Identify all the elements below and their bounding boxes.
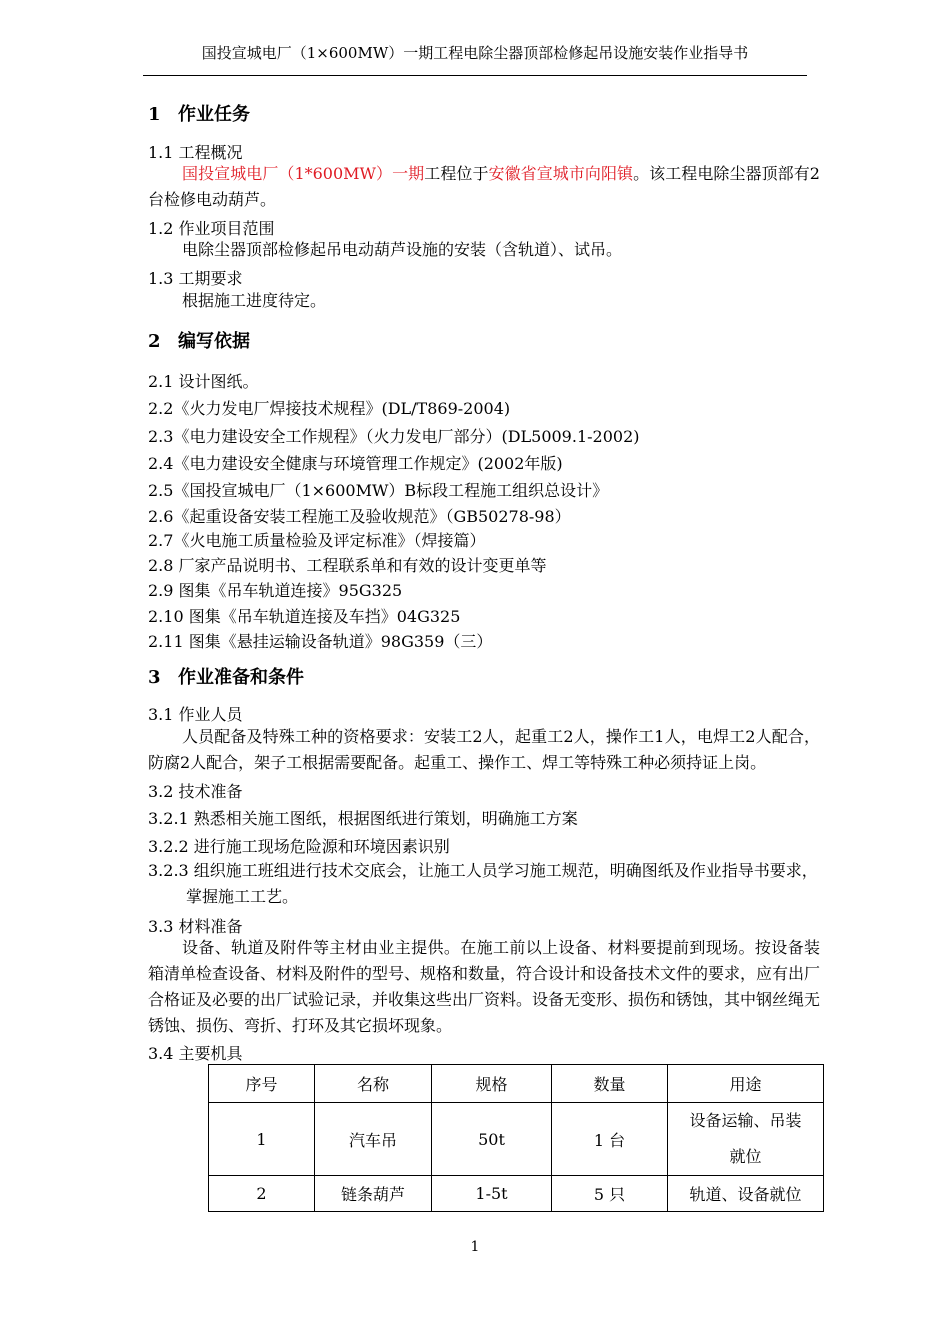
section-number: 1 bbox=[148, 104, 161, 125]
s321-item: 3.2.1 熟悉相关施工图纸，根据图纸进行策划，明确施工方案 bbox=[148, 809, 578, 828]
s34-heading: 3.4 主要机具 bbox=[148, 1044, 243, 1063]
s11-heading: 1.1 工程概况 bbox=[148, 143, 243, 162]
table-cell: 50t bbox=[432, 1103, 552, 1176]
table-cell: 1-5t bbox=[432, 1176, 552, 1212]
s32-heading: 3.2 技术准备 bbox=[148, 782, 243, 801]
table-cell: 设备运输、吊装就位 bbox=[668, 1103, 824, 1176]
s13-heading: 1.3 工期要求 bbox=[148, 269, 243, 288]
reference-item: 2.4《电力建设安全健康与环境管理工作规定》(2002年版) bbox=[148, 454, 563, 473]
table-cell: 5 只 bbox=[552, 1176, 668, 1212]
reference-item: 2.6《起重设备安装工程施工及验收规范》（GB50278-98） bbox=[148, 507, 571, 526]
s33-body: 设备、轨道及附件等主材由业主提供。在施工前以上设备、材料要提前到现场。按设备装箱清单检查设备、材料及附件的型号、规格和数量，符合设计和设备技术文件的要求，应有出厂合格证及必要的出厂试验记录，并收集这些出厂资料。设备无变形、损伤和锈蚀，其中钢丝绳无锈蚀、损伤、弯折、打环及其它损坏现象。 bbox=[148, 938, 821, 1035]
reference-item: 2.11 图集《悬挂运输设备轨道》98G359（三） bbox=[148, 632, 493, 651]
equipment-table bbox=[208, 1064, 824, 1212]
table-header-row bbox=[209, 1065, 824, 1103]
table-cell: 轨道、设备就位 bbox=[668, 1176, 824, 1212]
table-row bbox=[209, 1176, 824, 1212]
table-cell: 1 台 bbox=[552, 1103, 668, 1176]
table-cell: 汽车吊 bbox=[315, 1103, 432, 1176]
reference-item: 2.10 图集《吊车轨道连接及车挡》04G325 bbox=[148, 607, 461, 626]
reference-item: 2.3《电力建设安全工作规程》（火力发电厂部分）(DL5009.1-2002) bbox=[148, 427, 640, 446]
table-header-cell: 名称 bbox=[315, 1065, 432, 1103]
s11-mid: 工程位于 bbox=[424, 164, 489, 183]
table-header-cell: 用途 bbox=[668, 1065, 824, 1103]
s31-body: 人员配备及特殊工种的资格要求：安装工2人，起重工2人，操作工1人，电焊工2人配合，防腐2人配合，架子工根据需要配备。起重工、操作工、焊工等特殊工种必须持证上岗。 bbox=[148, 727, 820, 772]
s11-rest: 。该工程电除尘器顶部有2台检修电动葫芦。 bbox=[148, 164, 820, 209]
table-header-cell: 序号 bbox=[209, 1065, 315, 1103]
reference-item: 2.8 厂家产品说明书、工程联系单和有效的设计变更单等 bbox=[148, 556, 547, 575]
page-number: 1 bbox=[470, 1239, 480, 1255]
s12-heading: 1.2 作业项目范围 bbox=[148, 219, 275, 238]
reference-item: 2.1 设计图纸。 bbox=[148, 372, 259, 391]
s13-body: 根据施工进度待定。 bbox=[182, 291, 327, 310]
section-title: 作业准备和条件 bbox=[178, 667, 304, 688]
project-location: 安徽省宣城市向阳镇 bbox=[488, 164, 634, 183]
table-cell: 2 bbox=[209, 1176, 315, 1212]
section-2-heading bbox=[148, 327, 820, 353]
section-title: 编写依据 bbox=[178, 331, 250, 352]
table-cell: 1 bbox=[209, 1103, 315, 1176]
section-title: 作业任务 bbox=[178, 104, 250, 125]
s31-heading: 3.1 作业人员 bbox=[148, 705, 243, 724]
page-header: 国投宣城电厂（1×600MW）一期工程电除尘器顶部检修起吊设施安装作业指导书 bbox=[201, 44, 749, 62]
section-3-heading bbox=[148, 663, 820, 689]
s323-item: 3.2.3 组织施工班组进行技术交底会，让施工人员学习施工规范，明确图纸及作业指导书要求，掌握施工工艺。 bbox=[148, 861, 818, 906]
project-name: 国投宣城电厂（1*600MW）一期 bbox=[182, 164, 425, 183]
reference-item: 2.7《火电施工质量检验及评定标准》（焊接篇） bbox=[148, 531, 486, 550]
reference-item: 2.5《国投宣城电厂（1×600MW）B标段工程施工组织总设计》 bbox=[148, 481, 609, 500]
reference-item: 2.9 图集《吊车轨道连接》95G325 bbox=[148, 581, 403, 600]
s12-body: 电除尘器顶部检修起吊电动葫芦设施的安装（含轨道）、试吊。 bbox=[182, 240, 623, 259]
header-rule bbox=[143, 75, 807, 76]
s11-body bbox=[148, 161, 820, 213]
table-header-cell: 规格 bbox=[432, 1065, 552, 1103]
s322-item: 3.2.2 进行施工现场危险源和环境因素识别 bbox=[148, 837, 450, 856]
reference-item: 2.2《火力发电厂焊接技术规程》(DL/T869-2004) bbox=[148, 399, 511, 418]
section-1-heading bbox=[148, 100, 820, 126]
section-number: 3 bbox=[148, 667, 161, 688]
s33-heading: 3.3 材料准备 bbox=[148, 917, 243, 936]
table-row bbox=[209, 1103, 824, 1176]
section-number: 2 bbox=[148, 331, 161, 352]
table-cell: 链条葫芦 bbox=[315, 1176, 432, 1212]
table-header-cell: 数量 bbox=[552, 1065, 668, 1103]
